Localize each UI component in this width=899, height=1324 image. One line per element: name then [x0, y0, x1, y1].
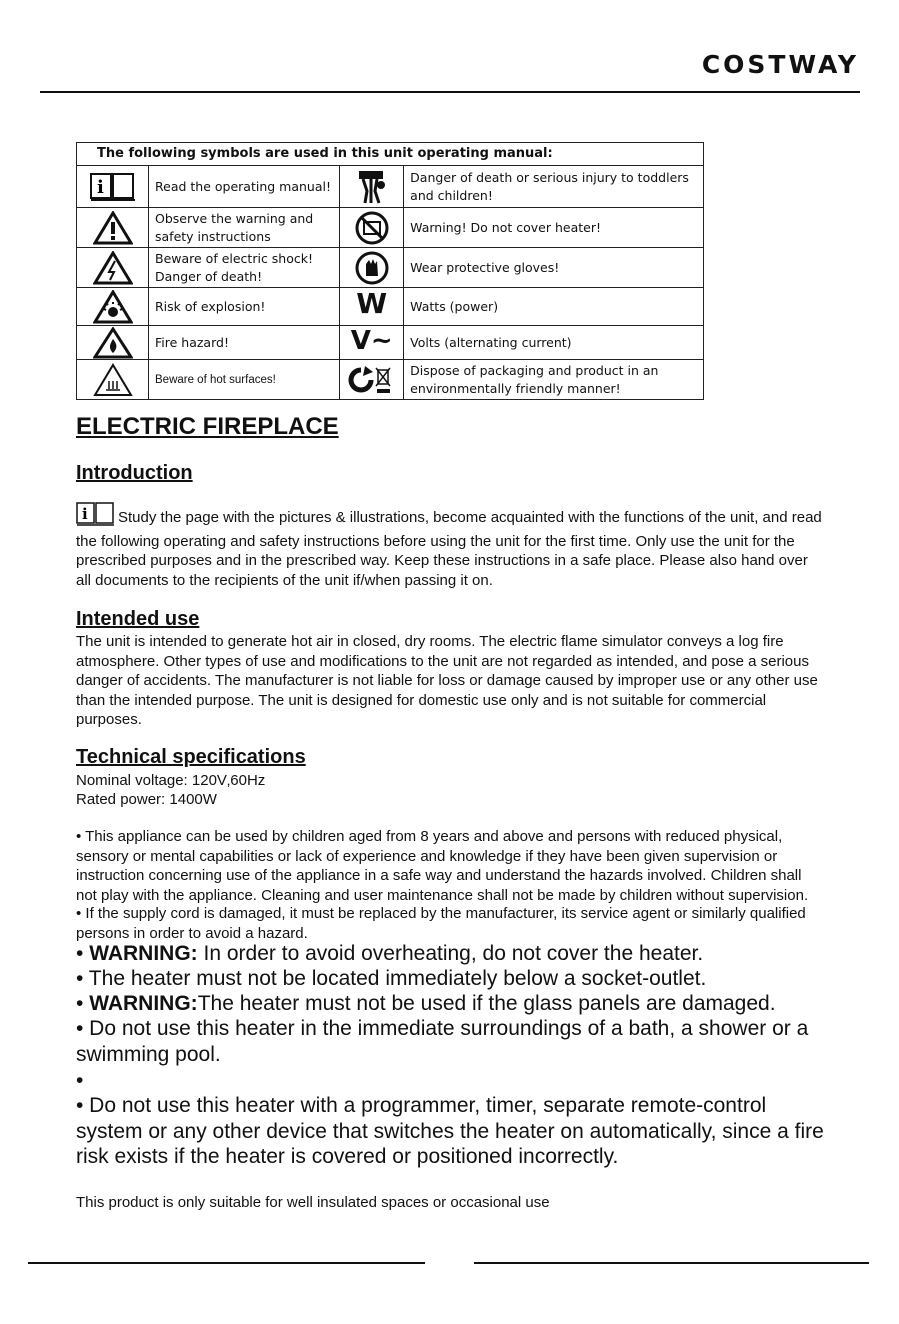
child-danger-icon: [340, 166, 404, 208]
symbol-desc: Dispose of packaging and product in an environmentally friendly manner!: [404, 360, 704, 400]
introduction-body: Study the page with the pictures & illustrations, become acquainted with the functions of the unit, and read the following operating and safety instructions before using the unit for the first time. Only use the unit for the prescribed purposes and in the prescribed way. Keep these instructions in a safe place. Please also hand over all documents to the recipients of the unit if/when passing it on.: [76, 509, 822, 589]
symbol-desc: Beware of hot surfaces!: [149, 360, 340, 400]
book-icon: [76, 502, 116, 532]
symbols-table: [76, 142, 704, 400]
header-divider: [40, 91, 860, 93]
technical-heading: Technical specifications: [76, 746, 306, 768]
explosion-icon: [77, 288, 149, 326]
volts-symbol: V~: [350, 325, 393, 356]
safety-paragraph-2: • If the supply cord is damaged, it must be replaced by the manufacturer, its service agent or similarly qualified persons in order to avoid a hazard.: [76, 905, 806, 942]
electric-shock-icon: [77, 248, 149, 288]
symbol-desc: Read the operating manual!: [149, 166, 340, 208]
gloves-icon: [340, 248, 404, 288]
intended-use-text: The unit is intended to generate hot air in closed, dry rooms. The electric flame simulator conveys a log fire atmosphere. Other types of use and modifications to the unit are not regarded as intended, and pose a serious danger of accidents. The manufacturer is not liable for loss or damage caused by improper use or any other use than the intended purpose. The unit is designed for domestic use only and is not suitable for commercial purposes.: [76, 633, 818, 728]
symbol-desc: Warning! Do not cover heater!: [404, 208, 704, 248]
warning-cover: • WARNING: In order to avoid overheating, do not cover the heater.: [76, 942, 704, 965]
recycle-icon: [340, 360, 404, 400]
warning-label: WARNING:: [89, 992, 198, 1015]
voltage-spec: Nominal voltage: 120V‚60Hz: [76, 772, 266, 789]
introduction-heading: Introduction: [76, 462, 193, 484]
hot-surface-icon: [77, 360, 149, 400]
svg-text:i: i: [82, 505, 88, 523]
safety-paragraph-1: • This appliance can be used by children aged from 8 years and above and persons with reduced physical, sensory or mental capabilities or lack of experience and knowledge if they have been given supervision or instruction concerning use of the appliance in a safe way and understand the hazards involved. Children shall not play with the appliance. Cleaning and user maintenance shall not be made by children without supervision.: [76, 828, 809, 904]
page-title: ELECTRIC FIREPLACE: [76, 413, 339, 440]
symbol-desc: Risk of explosion!: [149, 288, 340, 326]
symbol-desc: Watts (power): [404, 288, 704, 326]
power-spec: Rated power: 1400W: [76, 791, 217, 808]
symbol-desc: Fire hazard!: [149, 326, 340, 360]
warning-triangle-icon: [77, 208, 149, 248]
introduction-text: [76, 502, 826, 590]
symbols-table-header: The following symbols are used in this unit operating manual:: [77, 143, 704, 166]
empty-bullet: •: [76, 1069, 84, 1092]
symbol-desc: Beware of electric shock! Danger of death!: [149, 248, 340, 288]
warning-bath: • Do not use this heater in the immediate surroundings of a bath, a shower or a swimming pool.: [76, 1017, 809, 1066]
warning-glass: • WARNING:The heater must not be used if the glass panels are damaged.: [76, 992, 776, 1015]
intended-use-heading: Intended use: [76, 608, 200, 630]
symbol-desc: Volts (alternating current): [404, 326, 704, 360]
watts-icon: [340, 288, 404, 326]
footer-divider-right: [474, 1262, 869, 1264]
brand-logo: COSTWAY: [701, 50, 859, 79]
symbol-desc: Observe the warning and safety instructions: [149, 208, 340, 248]
book-icon: [77, 166, 149, 208]
symbol-desc: Wear protective gloves!: [404, 248, 704, 288]
symbol-desc: Danger of death or serious injury to toddlers and children!: [404, 166, 704, 208]
footer-note: This product is only suitable for well insulated spaces or occasional use: [76, 1194, 550, 1211]
do-not-cover-icon: [340, 208, 404, 248]
volts-icon: [340, 326, 404, 360]
fire-icon: [77, 326, 149, 360]
warning-socket: • The heater must not be located immediately below a socket-outlet.: [76, 967, 707, 990]
footer-divider-left: [28, 1262, 425, 1264]
svg-text:i: i: [96, 176, 104, 198]
warning-label: WARNING:: [89, 942, 198, 965]
watts-symbol: W: [356, 287, 388, 320]
warning-programmer: • Do not use this heater with a programmer, timer, separate remote-control system or any other device that switches the heater on automatically, since a fire risk exists if the heater is covered or positioned incorrectly.: [76, 1094, 824, 1168]
